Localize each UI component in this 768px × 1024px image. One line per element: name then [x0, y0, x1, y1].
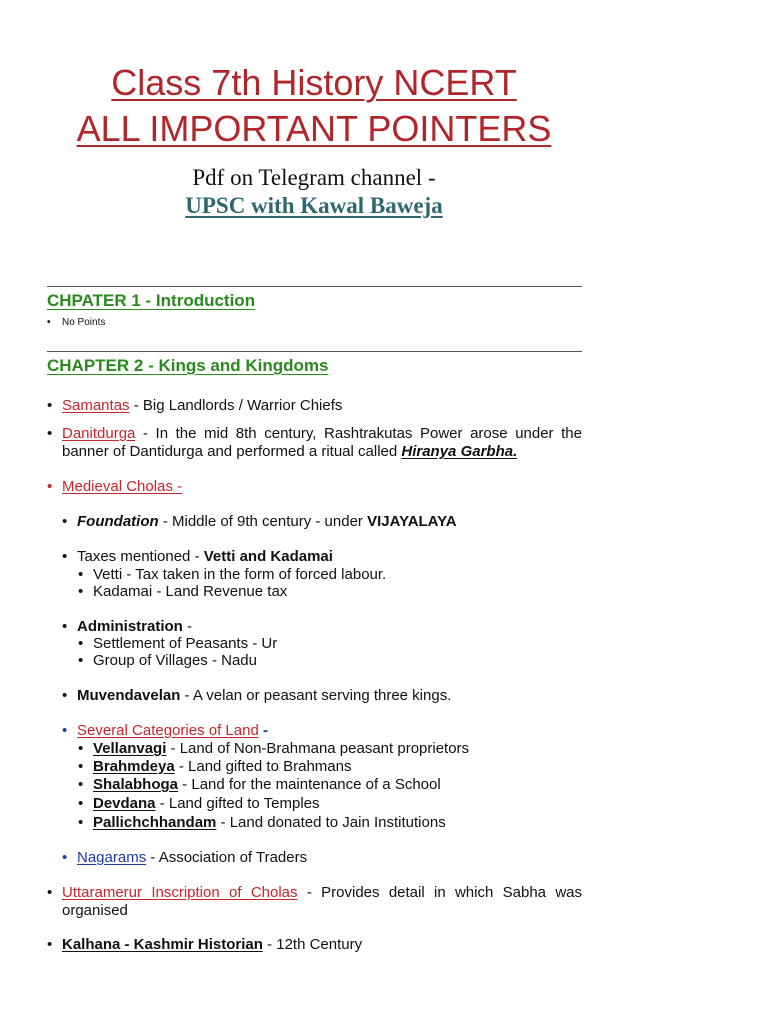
chapter-1-point: • No Points	[47, 317, 106, 328]
term-samantas: Samantas	[62, 397, 130, 414]
sub-item-pallichchhandam: Pallichchhandam - Land donated to Jain Institutions	[93, 814, 446, 831]
bullet: •	[47, 425, 53, 442]
list-item-uttaramerur: Uttaramerur Inscription of Cholas - Provides detail in which Sabha was	[62, 884, 582, 901]
list-item-nagarams: Nagarams - Association of Traders	[77, 849, 308, 866]
bullet: •	[47, 936, 53, 953]
title-line-2: ALL IMPORTANT POINTERS	[76, 108, 552, 149]
list-item-danitdurga: Danitdurga - In the mid 8th century, Rashtrakutas Power arose under the	[62, 425, 582, 442]
bullet: •	[62, 849, 68, 866]
list-item-taxes: Taxes mentioned - Vetti and Kadamai	[77, 548, 333, 565]
list-item-samantas: Samantas - Big Landlords / Warrior Chiefs	[62, 397, 343, 414]
list-item-kalhana: Kalhana - Kashmir Historian - 12th Century	[62, 936, 363, 953]
bullet: •	[47, 884, 53, 901]
sub-item-devdana: Devdana - Land gifted to Temples	[93, 795, 320, 812]
sub-item-vellanvagi: Vellanvagi - Land of Non-Brahmana peasant proprietors	[93, 740, 470, 757]
list-item-muvendavelan: Muvendavelan - A velan or peasant serving three kings.	[77, 687, 452, 704]
divider	[47, 351, 582, 352]
bullet: •	[78, 795, 84, 812]
telegram-channel-link[interactable]: UPSC with Kawal Baweja	[185, 193, 443, 218]
bullet: •	[47, 478, 53, 495]
bullet: •	[47, 397, 53, 414]
bullet: •	[62, 618, 68, 635]
section-medieval-cholas: Medieval Cholas -	[62, 478, 183, 495]
list-item-danitdurga-cont: banner of Dantidurga and performed a ritual called Hiranya Garbha.	[62, 443, 518, 460]
sub-item-nadu: Group of Villages - Nadu	[93, 652, 257, 669]
divider	[47, 286, 582, 287]
bullet: •	[78, 652, 84, 669]
subtitle: Pdf on Telegram channel -	[192, 165, 436, 190]
bullet: •	[78, 583, 84, 600]
chapter-1-heading: CHPATER 1 - Introduction	[47, 291, 256, 310]
ritual-name: Hiranya Garbha.	[401, 443, 518, 460]
list-item-foundation: Foundation - Middle of 9th century - under VIJAYALAYA	[77, 513, 457, 530]
bullet: •	[78, 814, 84, 831]
bullet: •	[78, 566, 84, 583]
sub-item-ur: Settlement of Peasants - Ur	[93, 635, 278, 652]
bullet: •	[62, 548, 68, 565]
title-line-1: Class 7th History NCERT	[111, 62, 517, 103]
bullet: •	[78, 776, 84, 793]
bullet: •	[78, 740, 84, 757]
term-danitdurga: Danitdurga	[62, 425, 136, 442]
sub-item-brahmdeya: Brahmdeya - Land gifted to Brahmans	[93, 758, 352, 775]
list-item-land-categories: Several Categories of Land -	[77, 722, 268, 739]
bullet: •	[78, 635, 84, 652]
bullet: •	[78, 758, 84, 775]
sub-item-kadamai: Kadamai - Land Revenue tax	[93, 583, 288, 600]
list-item-administration: Administration -	[77, 618, 193, 635]
list-item-uttaramerur-cont: organised	[62, 902, 128, 919]
bullet: •	[62, 687, 68, 704]
sub-item-shalabhoga: Shalabhoga - Land for the maintenance of a School	[93, 776, 441, 793]
bullet: •	[62, 722, 68, 739]
chapter-2-heading: CHAPTER 2 - Kings and Kingdoms	[47, 356, 329, 375]
bullet: •	[62, 513, 68, 530]
sub-item-vetti: Vetti - Tax taken in the form of forced labour.	[93, 566, 387, 583]
